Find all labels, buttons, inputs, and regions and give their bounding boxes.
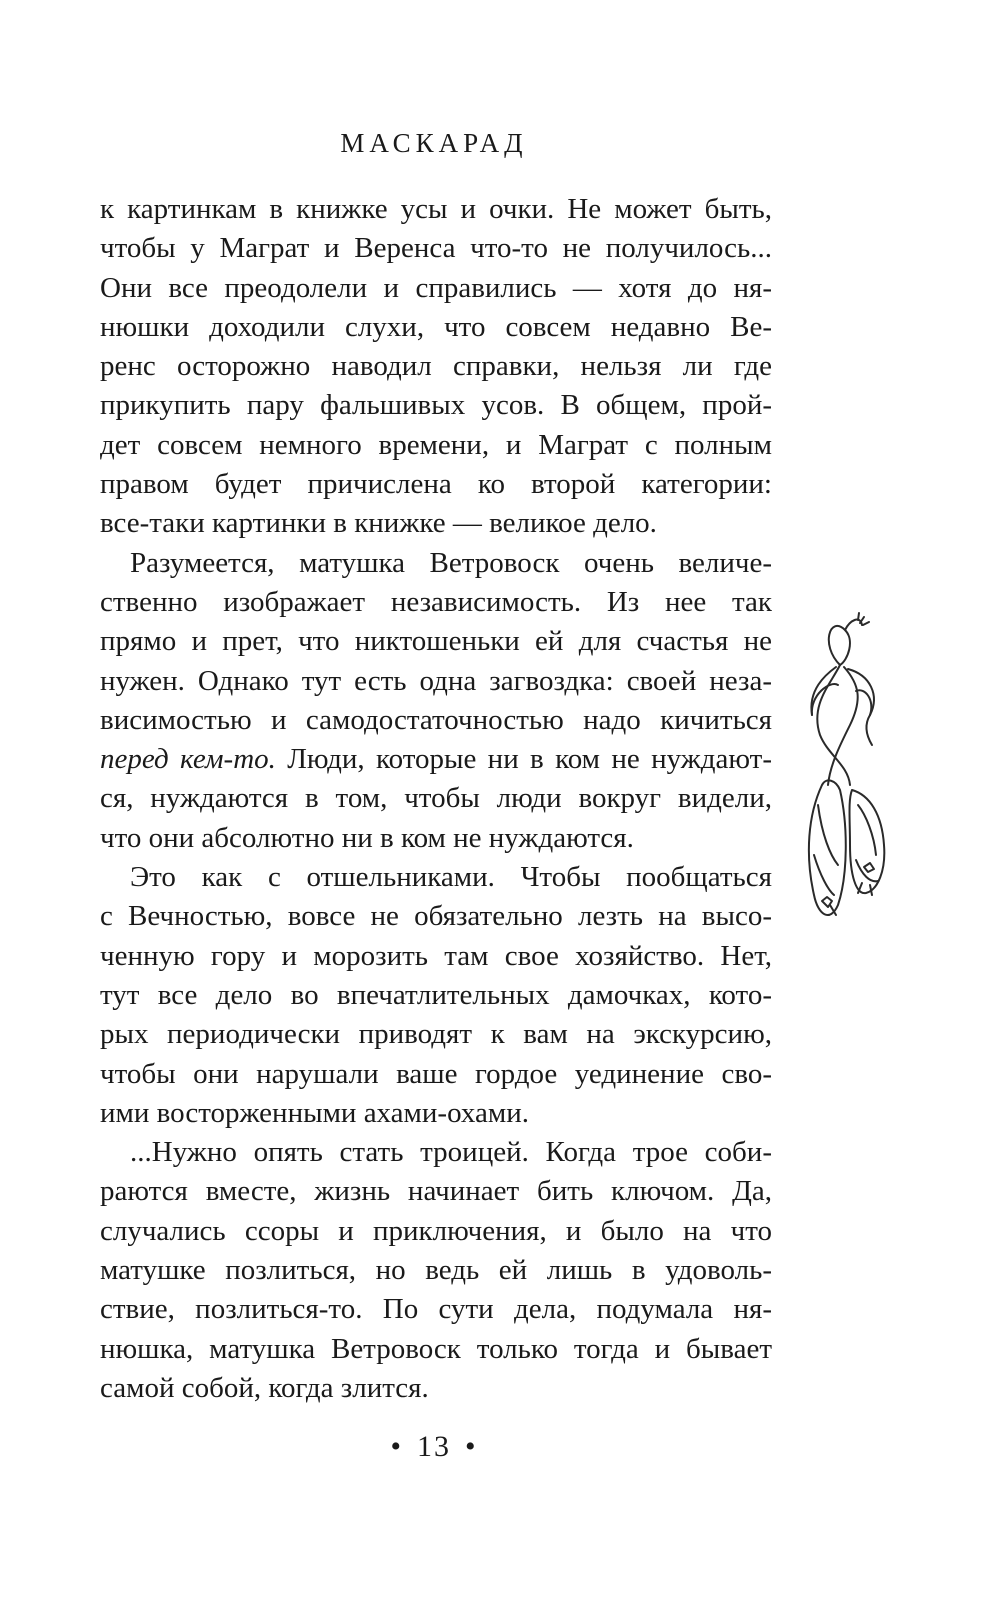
text-line: правом будет причислена ко второй категории: — [100, 468, 772, 501]
bullet-left: • — [390, 1430, 403, 1463]
text-line: Разумеется, матушка Ветровоск очень величе- — [130, 546, 772, 579]
text-line: раются вместе, жизнь начинает бить ключом. Да, — [100, 1175, 772, 1208]
text-line: висимостью и самодостаточностью надо кичиться — [100, 703, 772, 736]
text-line: матушке позлиться, но ведь ей лишь в удоволь- — [100, 1254, 772, 1287]
text-line: прикупить пару фальшивых усов. В общем, прой- — [100, 389, 772, 422]
paragraph-2 — [100, 544, 772, 858]
text-line: нюшки доходили слухи, что совсем недавно Ве- — [100, 310, 772, 343]
paragraph-3 — [100, 858, 772, 1133]
text-line: ими восторженными ахами-охами. — [100, 1096, 529, 1129]
text-line: что они абсолютно ни в ком не нуждаются. — [100, 821, 634, 854]
text-line: случались ссоры и приключения, и было на что — [100, 1214, 772, 1247]
text-fragment: Люди, которые ни в ком не нуждают- — [275, 743, 772, 776]
text-line-mixed — [100, 740, 772, 779]
text-line: с Вечностью, вовсе не обязательно лезть на высо- — [100, 900, 772, 933]
text-line: рых периодически приводят к вам на экскурсию, — [100, 1018, 772, 1051]
text-line: ренс осторожно наводил справки, нельзя ли где — [100, 350, 772, 383]
text-line: нужен. Однако тут есть одна загвоздка: своей неза- — [100, 664, 772, 697]
text-line: чтобы у Маграт и Веренса что-то не получилось... — [100, 232, 772, 265]
text-line: чтобы они нарушали ваше гордое уединение сво- — [100, 1057, 772, 1090]
text-line: Они все преодолели и справились — хотя до ня- — [100, 271, 772, 304]
paragraph-4 — [100, 1133, 772, 1408]
page-number-value: 13 — [417, 1430, 451, 1463]
italic-phrase: перед кем-то. — [100, 743, 276, 776]
text-line: ...Нужно опять стать троицей. Когда трое соби- — [130, 1136, 772, 1169]
text-line: ственно изображает независимость. Из нее так — [100, 585, 772, 618]
paragraph-1 — [100, 190, 772, 544]
body-text — [100, 190, 772, 1408]
text-line: дет совсем немного времени, и Маграт с полным — [100, 428, 772, 461]
bullet-right: • — [465, 1430, 478, 1463]
text-line: нюшка, матушка Ветровоск только тогда и бывает — [100, 1332, 772, 1365]
ballet-shoes-icon — [800, 605, 890, 935]
page-number — [0, 1430, 868, 1464]
running-head: МАСКАРАД — [340, 128, 528, 158]
text-line: все-таки картинки в книжке — великое дело. — [100, 507, 657, 540]
text-line: ченную гору и морозить там свое хозяйство. Нет, — [100, 939, 772, 972]
text-line: тут все дело во впечатлительных дамочках, кото- — [100, 978, 772, 1011]
text-line: ся, нуждаются в том, чтобы люди вокруг видели, — [100, 782, 772, 815]
text-line: самой собой, когда злится. — [100, 1371, 429, 1404]
text-line: к картинкам в книжке усы и очки. Не может быть, — [100, 193, 772, 225]
text-line: прямо и прет, что никтошеньки ей для счастья не — [100, 625, 772, 658]
text-line: Это как с отшельниками. Чтобы пообщаться — [130, 861, 772, 894]
text-line: ствие, позлиться-то. По сути дела, подумала ня- — [100, 1293, 772, 1326]
